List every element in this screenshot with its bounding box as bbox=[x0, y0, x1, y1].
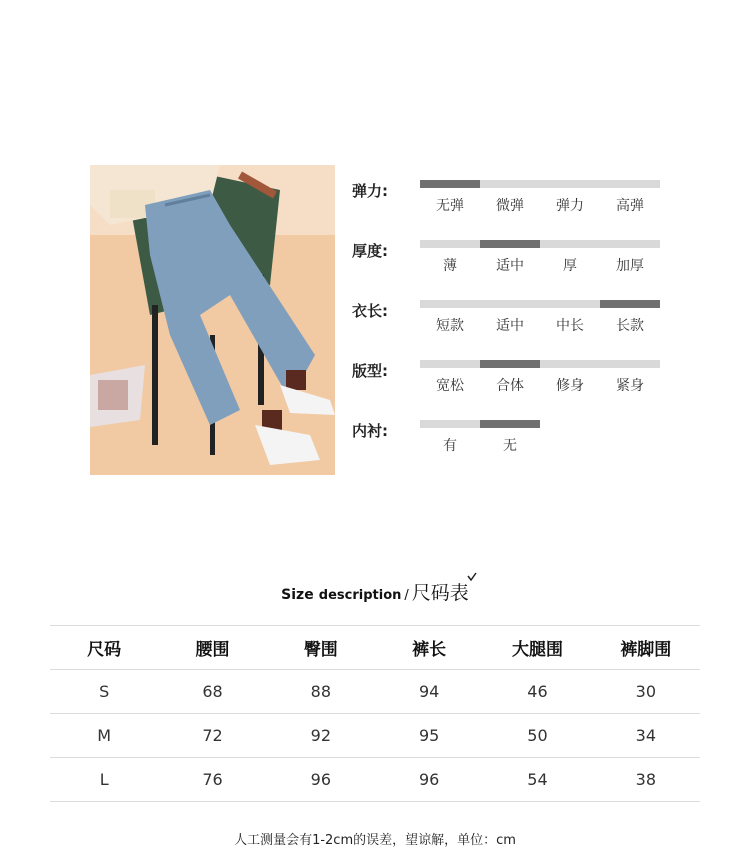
option-label: 修身 bbox=[556, 378, 584, 394]
table-cell: M bbox=[50, 714, 158, 758]
elasticity-bar bbox=[420, 180, 660, 188]
table-cell: 94 bbox=[375, 670, 483, 714]
attr-elasticity bbox=[352, 180, 672, 220]
table-cell: 72 bbox=[158, 714, 266, 758]
option-label: 适中 bbox=[496, 318, 524, 334]
option-label: 有 bbox=[443, 438, 457, 454]
bar-segment bbox=[480, 360, 540, 368]
column-header: 腰围 bbox=[158, 626, 266, 670]
bar-segment bbox=[420, 420, 480, 428]
table-cell: 88 bbox=[267, 670, 375, 714]
column-header: 裤长 bbox=[375, 626, 483, 670]
fit-bar bbox=[420, 360, 660, 368]
option-label: 弹力 bbox=[556, 198, 584, 214]
attr-fit-label: 版型: bbox=[352, 362, 388, 380]
option-label: 适中 bbox=[496, 258, 524, 274]
column-header: 臀围 bbox=[267, 626, 375, 670]
bar-segment bbox=[540, 240, 600, 248]
bar-segment bbox=[600, 300, 660, 308]
bar-segment bbox=[600, 180, 660, 188]
length-bar bbox=[420, 300, 660, 308]
table-cell: 92 bbox=[267, 714, 375, 758]
option-label: 合体 bbox=[496, 378, 524, 394]
size-title-en: description bbox=[318, 588, 402, 603]
table-cell: 96 bbox=[267, 758, 375, 802]
bar-segment bbox=[420, 180, 480, 188]
table-cell: 54 bbox=[483, 758, 591, 802]
size-title-cn: 尺码表 bbox=[411, 582, 469, 604]
table-cell: L bbox=[50, 758, 158, 802]
option-label: 微弹 bbox=[496, 198, 524, 214]
bar-segment bbox=[540, 360, 600, 368]
column-header: 裤脚围 bbox=[592, 626, 700, 670]
option-label: 长款 bbox=[616, 318, 644, 334]
table-cell: S bbox=[50, 670, 158, 714]
column-header: 尺码 bbox=[50, 626, 158, 670]
attr-length-label: 衣长: bbox=[352, 302, 388, 320]
attr-fit bbox=[352, 360, 672, 400]
bar-segment bbox=[540, 300, 600, 308]
bar-segment bbox=[420, 240, 480, 248]
option-label: 高弹 bbox=[616, 198, 644, 214]
bar-segment bbox=[480, 180, 540, 188]
size-table bbox=[50, 625, 700, 802]
column-header: 大腿围 bbox=[483, 626, 591, 670]
table-header-row bbox=[50, 626, 700, 670]
option-label: 短款 bbox=[436, 318, 464, 334]
table-row bbox=[50, 670, 700, 714]
bar-segment bbox=[480, 300, 540, 308]
table-cell: 95 bbox=[375, 714, 483, 758]
bar-segment bbox=[600, 360, 660, 368]
table-row bbox=[50, 714, 700, 758]
bar-segment bbox=[480, 420, 540, 428]
thickness-bar bbox=[420, 240, 660, 248]
attr-thickness-label: 厚度: bbox=[352, 242, 388, 260]
bar-segment bbox=[420, 360, 480, 368]
bar-segment bbox=[540, 180, 600, 188]
tick-icon bbox=[467, 572, 477, 582]
attr-lining-label: 内衬: bbox=[352, 422, 388, 440]
option-label: 紧身 bbox=[616, 378, 644, 394]
bar-segment bbox=[480, 240, 540, 248]
table-row bbox=[50, 758, 700, 802]
option-label: 无 bbox=[503, 438, 517, 454]
table-cell: 38 bbox=[592, 758, 700, 802]
option-label: 厚 bbox=[563, 258, 577, 274]
table-cell: 46 bbox=[483, 670, 591, 714]
attr-thickness bbox=[352, 240, 672, 280]
option-label: 中长 bbox=[556, 318, 584, 334]
bar-segment bbox=[420, 300, 480, 308]
option-label: 薄 bbox=[443, 258, 457, 274]
size-title-slash: / bbox=[404, 588, 409, 603]
option-label: 宽松 bbox=[436, 378, 464, 394]
table-cell: 68 bbox=[158, 670, 266, 714]
size-section-title bbox=[0, 578, 750, 605]
bar-segment bbox=[600, 240, 660, 248]
option-label: 加厚 bbox=[616, 258, 644, 274]
attr-elasticity-label: 弹力: bbox=[352, 182, 388, 200]
lining-bar bbox=[420, 420, 540, 428]
attr-length bbox=[352, 300, 672, 340]
option-label: 无弹 bbox=[436, 198, 464, 214]
table-cell: 96 bbox=[375, 758, 483, 802]
table-cell: 34 bbox=[592, 714, 700, 758]
table-cell: 30 bbox=[592, 670, 700, 714]
table-cell: 76 bbox=[158, 758, 266, 802]
size-title-en-bold: Size bbox=[281, 587, 314, 603]
attr-lining bbox=[352, 420, 672, 460]
measurement-note: 人工测量会有1-2cm的误差，望谅解，单位：cm bbox=[234, 833, 516, 848]
table-cell: 50 bbox=[483, 714, 591, 758]
product-photo bbox=[90, 165, 335, 475]
